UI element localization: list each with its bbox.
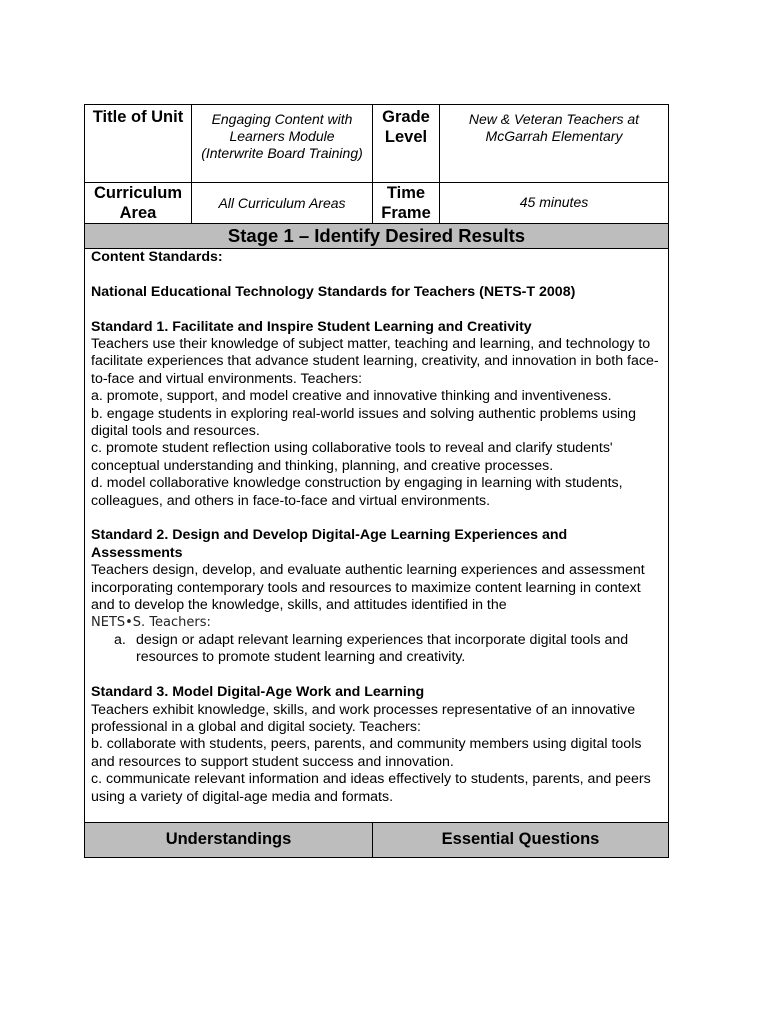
standard-2-item-a-marker: a. [114, 631, 126, 648]
standard-3-intro: Teachers exhibit knowledge, skills, and work processes representative of an innovative professional in a global and digital society. Teachers: [91, 701, 636, 735]
title-of-unit-label: Title of Unit [85, 105, 192, 183]
standard-2-item-a-text: design or adapt relevant learning experiences that incorporate digital tools and resources to promote student learning and creativity. [136, 631, 629, 666]
standard-1-item-a: a. promote, support, and model creative and innovative thinking and inventiveness. [91, 388, 612, 405]
standard-2-item-a [91, 632, 662, 667]
standard-3-item-b: b. collaborate with students, peers, parents, and community members using digital tools and resources to support student success and innovation. [91, 736, 642, 770]
nets-title: National Educational Technology Standards for Teachers (NETS-T 2008) [91, 283, 576, 300]
standard-2-intro-text: Teachers design, develop, and evaluate authentic learning experiences and assessment incorporating contemporary tools and resources to maximize content learning in context and to develop the knowledge, skills, and attitudes identified in the [91, 562, 645, 614]
standard-2-title: Standard 2. Design and Develop Digital-Age Learning Experiences and Assessments [91, 527, 568, 561]
curriculum-area-label: Curriculum Area [85, 183, 192, 224]
content-standards-label: Content Standards: [91, 249, 223, 265]
essential-questions-heading: Essential Questions [373, 822, 669, 857]
standard-1-intro: Teachers use their knowledge of subject matter, teaching and learning, and technology to facilitate experiences that advance student learning, creativity, and innovation in both face-to-face and virtual environments. Teachers: [91, 336, 659, 387]
standard-1-title: Standard 1. Facilitate and Inspire Student Learning and Creativity [91, 318, 532, 335]
stage-1-heading: Stage 1 – Identify Desired Results [85, 224, 669, 249]
standard-2-intro [91, 562, 662, 632]
time-frame-label: Time Frame [373, 183, 440, 224]
grade-level-label: Grade Level [373, 105, 440, 183]
understandings-heading: Understandings [85, 822, 373, 857]
standard-2-nets-s: NETS•S. Teachers: [91, 615, 211, 631]
standard-1-item-b: b. engage students in exploring real-world issues and solving authentic problems using digital tools and resources. [91, 405, 636, 440]
standard-3-item-c: c. communicate relevant information and ideas effectively to students, parents, and peers using a variety of digital-age media and formats. [91, 771, 651, 805]
curriculum-area-value: All Curriculum Areas [192, 183, 373, 224]
standard-3-title: Standard 3. Model Digital-Age Work and Learning [91, 684, 425, 701]
grade-level-value: New & Veteran Teachers at McGarrah Elementary [440, 105, 669, 183]
time-frame-value: 45 minutes [440, 183, 669, 224]
standard-1-item-d: d. model collaborative knowledge construction by engaging in learning with students, colleagues, and others in face-to-face and virtual environments. [91, 475, 623, 509]
title-of-unit-value: Engaging Content with Learners Module (Interwrite Board Training) [192, 105, 373, 183]
content-standards-section [85, 249, 669, 823]
unit-plan-table [84, 104, 669, 858]
unit-plan-document [84, 104, 668, 858]
standard-1-item-c: c. promote student reflection using collaborative tools to reveal and clarify students' conceptual understanding and thinking, planning, and creative processes. [91, 440, 613, 474]
